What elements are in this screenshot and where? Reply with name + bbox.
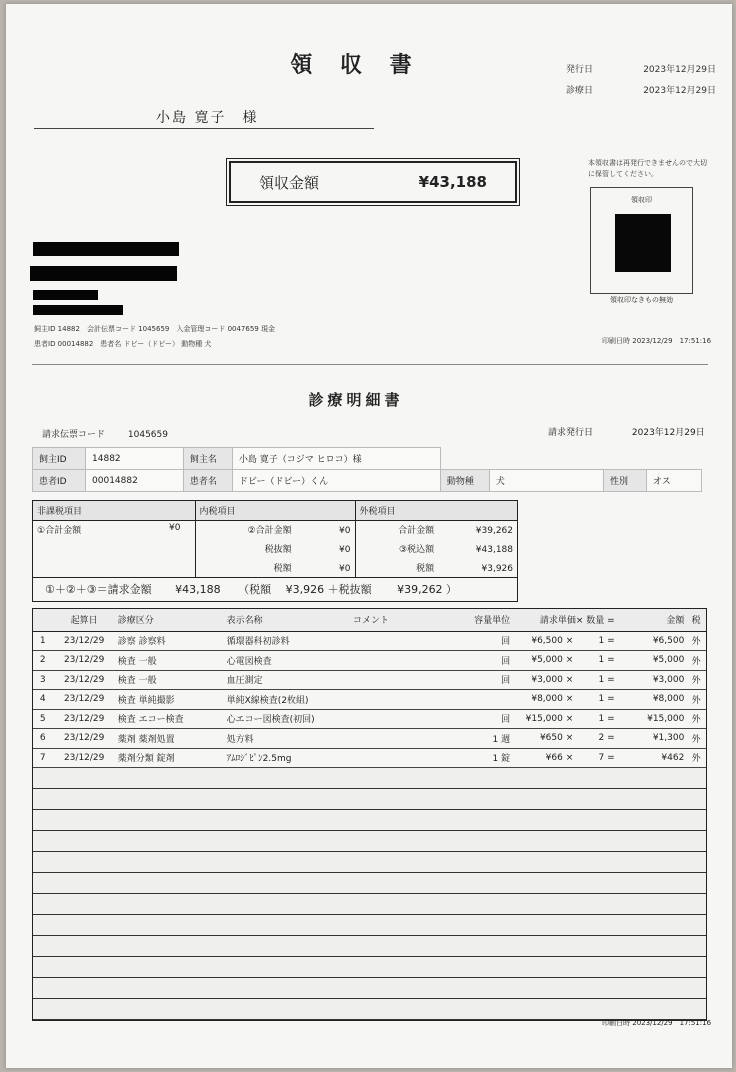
line-item-qty: 1 = (575, 631, 616, 651)
line-item-no: 4 (33, 690, 53, 710)
receipt-dates (566, 62, 716, 104)
sex-label: 性別 (604, 470, 647, 492)
issue-date-row (566, 62, 716, 75)
outtax-tax-label: 税額 (416, 563, 435, 574)
billing-date (548, 425, 705, 438)
outtax-total-label: 合計金額 (398, 526, 435, 537)
line-item-amount: ¥8,000 (617, 690, 687, 710)
line-item-comment (351, 631, 451, 651)
empty-row (33, 852, 706, 873)
redaction-bar (33, 290, 98, 300)
line-item-name: 循環器科初診料 (225, 631, 351, 651)
line-item-qty: 1 = (575, 709, 616, 729)
tax-summary-box (32, 500, 518, 602)
nontax-header: 非課税項目 (33, 501, 195, 520)
tax-row-total (33, 520, 517, 539)
redaction-bar (30, 266, 177, 281)
line-item-name: 心エコー図検査(初回) (225, 709, 351, 729)
line-item-amount: ¥462 (617, 748, 687, 768)
line-item-row (33, 748, 706, 768)
intax-tax-value: ¥0 (339, 563, 351, 574)
line-item-name: 処方料 (225, 729, 351, 749)
line-item-category: 検査 一般 (116, 651, 225, 671)
tax-header-row (33, 501, 517, 520)
line-item-tax: 外 (686, 651, 706, 671)
grand-total-label: ①＋②＋③＝請求金額 (45, 583, 152, 597)
line-item-tax: 外 (686, 690, 706, 710)
intax-total-value: ¥0 (339, 526, 351, 537)
footer-print-datetime: 2023/12/29 17:51:16 (632, 1019, 712, 1027)
footer-print-timestamp (602, 1018, 711, 1028)
line-item-no: 5 (33, 709, 53, 729)
line-item-tax: 外 (686, 709, 706, 729)
empty-row (33, 831, 706, 852)
line-item-tax: 外 (686, 748, 706, 768)
line-item-unit: 1 錠 (451, 748, 512, 768)
empty-row (33, 810, 706, 831)
owner-info-table (32, 447, 702, 492)
line-item-unit: 回 (451, 631, 512, 651)
line-item-row (33, 670, 706, 690)
line-item-tax: 外 (686, 670, 706, 690)
line-item-unit: 回 (451, 670, 512, 690)
footer-print-label: 印刷日時 (602, 1019, 630, 1027)
empty-row (33, 999, 706, 1020)
line-item-date: 23/12/29 (53, 709, 116, 729)
line-item-no: 6 (33, 729, 53, 749)
billing-code-value: 1045659 (127, 430, 168, 440)
owner-id-label: 飼主ID (33, 448, 86, 470)
line-items-table (33, 609, 706, 1020)
line-item-qty: 1 = (575, 670, 616, 690)
line-item-category: 薬剤分類 錠剤 (116, 748, 225, 768)
print-datetime: 2023/12/29 17:51:16 (632, 337, 712, 345)
sex-value: オス (646, 470, 701, 492)
patient-id-value: 00014882 (86, 470, 184, 492)
owner-name-label: 飼主名 (183, 448, 232, 470)
redaction-bar (33, 305, 123, 315)
line-item-price: ¥650 × (512, 729, 575, 749)
line-item-row (33, 651, 706, 671)
items-header-row (33, 609, 706, 631)
paper-sheet (6, 4, 732, 1068)
visit-date: 2023年12月29日 (643, 86, 716, 96)
col-tax: 税 (686, 609, 706, 631)
reissue-notice: 本領収書は再発行できませんので大切に保管してください。 (588, 159, 707, 178)
line-item-date: 23/12/29 (53, 670, 116, 690)
line-item-unit (451, 690, 512, 710)
line-item-comment (351, 709, 451, 729)
grand-total (33, 577, 517, 601)
patient-name-label: 患者名 (183, 470, 232, 492)
seal-note: 領収印なきもの無効 (610, 296, 673, 304)
empty-row (33, 894, 706, 915)
billing-code (42, 427, 168, 440)
outtax-incl (355, 539, 517, 558)
amount-box (229, 161, 517, 203)
line-item-qty: 1 = (575, 651, 616, 671)
line-item-amount: ¥1,300 (617, 729, 687, 749)
line-item-row (33, 690, 706, 710)
col-price-qty: 請求単価× 数量 = (512, 609, 617, 631)
line-item-comment (351, 670, 451, 690)
line-item-comment (351, 729, 451, 749)
line-item-category: 検査 一般 (116, 670, 225, 690)
intax-tax-label: 税額 (273, 563, 292, 574)
patient-row (33, 470, 702, 492)
intax-header: 内税項目 (195, 501, 355, 520)
outtax-total-value: ¥39,262 (475, 526, 513, 537)
col-amount: 金額 (617, 609, 687, 631)
line-item-category: 薬剤 薬剤処置 (116, 729, 225, 749)
line-item-no: 7 (33, 748, 53, 768)
line-item-unit: 回 (451, 709, 512, 729)
line-item-no: 1 (33, 631, 53, 651)
line-item-row (33, 729, 706, 749)
line-item-name: 心電図検査 (225, 651, 351, 671)
outtax-tax-value: ¥3,926 (481, 563, 513, 574)
empty-row (33, 768, 706, 789)
tax-summary-table (33, 501, 517, 601)
line-item-price: ¥15,000 × (512, 709, 575, 729)
intax-tax (195, 558, 355, 577)
print-label: 印刷日時 (602, 337, 630, 345)
line-item-price: ¥3,000 × (512, 670, 575, 690)
nontax-total (33, 520, 195, 539)
line-item-name: ｱﾑﾛｼﾞﾋﾟﾝ2.5mg (225, 748, 351, 768)
line-item-comment (351, 651, 451, 671)
empty-row (33, 873, 706, 894)
seal-stamp-redacted (615, 214, 671, 272)
intax-excl-label: 税抜額 (264, 545, 292, 555)
intax-excl-value: ¥0 (339, 545, 351, 555)
line-item-qty: 7 = (575, 748, 616, 768)
amount-label: 領収金額 (259, 173, 320, 192)
line-item-tax: 外 (686, 631, 706, 651)
line-item-no: 3 (33, 670, 53, 690)
owner-row (33, 448, 702, 470)
line-item-date: 23/12/29 (53, 631, 116, 651)
billing-date-label: 請求発行日 (548, 428, 594, 438)
billing-date-value: 2023年12月29日 (631, 428, 705, 438)
patient-name-value: ドビー（ドビー）くん (232, 470, 440, 492)
intax-excl (195, 539, 355, 558)
line-item-date: 23/12/29 (53, 748, 116, 768)
line-item-row (33, 709, 706, 729)
section-divider (32, 364, 708, 365)
intax-total-label: ②合計金額 (247, 526, 292, 537)
line-item-amount: ¥3,000 (617, 670, 687, 690)
receipt-title: 領 収 書 (290, 53, 422, 78)
line-item-tax: 外 (686, 729, 706, 749)
owner-name-value: 小島 寛子（コジマ ヒロコ）様 (232, 448, 440, 470)
line-item-category: 検査 エコー検査 (116, 709, 225, 729)
line-item-comment (351, 748, 451, 768)
outtax-incl-label: ③税込額 (399, 545, 435, 555)
empty-row (33, 957, 706, 978)
visit-date-label: 診療日 (566, 86, 594, 96)
empty-row (33, 936, 706, 957)
line-item-comment (351, 690, 451, 710)
line-item-amount: ¥6,500 (617, 631, 687, 651)
codes-line: 飼主ID 14882 会計伝票コード 1045659 入金管理コード 0047659 現金 (34, 325, 275, 333)
line-item-price: ¥66 × (512, 748, 575, 768)
issue-date: 2023年12月29日 (643, 65, 716, 75)
line-item-name: 血圧測定 (225, 670, 351, 690)
empty-row (33, 978, 706, 999)
issue-date-label: 発行日 (566, 65, 594, 75)
patient-line: 患者ID 00014882 患者名 ドビー（ドビー） 動物種 犬 (34, 340, 212, 348)
line-item-category: 検査 単純撮影 (116, 690, 225, 710)
line-item-price: ¥5,000 × (512, 651, 575, 671)
line-item-amount: ¥5,000 (617, 651, 687, 671)
col-name: 表示名称 (225, 609, 351, 631)
nontax-total-label: ①合計金額 (37, 526, 82, 537)
line-item-category: 診察 診察料 (116, 631, 225, 651)
seal-label: 領収印 (631, 196, 652, 204)
empty-row (33, 789, 706, 810)
line-item-date: 23/12/29 (53, 690, 116, 710)
recipient-underline (34, 128, 374, 129)
line-item-price: ¥6,500 × (512, 631, 575, 651)
line-item-qty: 2 = (575, 729, 616, 749)
grand-total-row (33, 577, 517, 601)
print-timestamp (602, 336, 711, 346)
line-item-qty: 1 = (575, 690, 616, 710)
billing-code-label: 請求伝票コード (42, 430, 106, 440)
line-item-amount: ¥15,000 (617, 709, 687, 729)
line-item-unit: 回 (451, 651, 512, 671)
redaction-bar (33, 242, 179, 256)
line-item-name: 単純X線検査(2枚組) (225, 690, 351, 710)
outtax-tax (355, 558, 517, 577)
col-date: 起算日 (53, 609, 116, 631)
line-item-row (33, 631, 706, 651)
nontax-total-value: ¥0 (169, 523, 181, 534)
empty-row (33, 915, 706, 936)
line-item-unit: 1 週 (451, 729, 512, 749)
recipient-name: 小島 寛子 様 (156, 110, 259, 126)
outtax-total (355, 520, 517, 539)
line-items-box (32, 608, 707, 1021)
col-unit: 容量単位 (451, 609, 512, 631)
col-comment: コメント (351, 609, 451, 631)
visit-date-row (566, 83, 716, 96)
species-value: 犬 (489, 470, 603, 492)
species-label: 動物種 (440, 470, 489, 492)
statement-title: 診療明細書 (308, 391, 404, 409)
line-item-no: 2 (33, 651, 53, 671)
patient-id-label: 患者ID (33, 470, 86, 492)
line-item-date: 23/12/29 (53, 729, 116, 749)
line-item-date: 23/12/29 (53, 651, 116, 671)
owner-id-value: 14882 (86, 448, 184, 470)
outtax-incl-value: ¥43,188 (475, 545, 513, 555)
outtax-header: 外税項目 (355, 501, 517, 520)
seal-box (590, 187, 693, 294)
grand-total-breakdown: （税額 ¥3,926 ＋税抜額 ¥39,262 ） (238, 583, 458, 597)
col-category: 診療区分 (116, 609, 225, 631)
amount-value: ¥43,188 (418, 173, 487, 191)
grand-total-amount: ¥43,188 (175, 583, 221, 597)
line-item-price: ¥8,000 × (512, 690, 575, 710)
intax-total (195, 520, 355, 539)
tax-row-excl (33, 539, 517, 558)
tax-row-tax (33, 558, 517, 577)
